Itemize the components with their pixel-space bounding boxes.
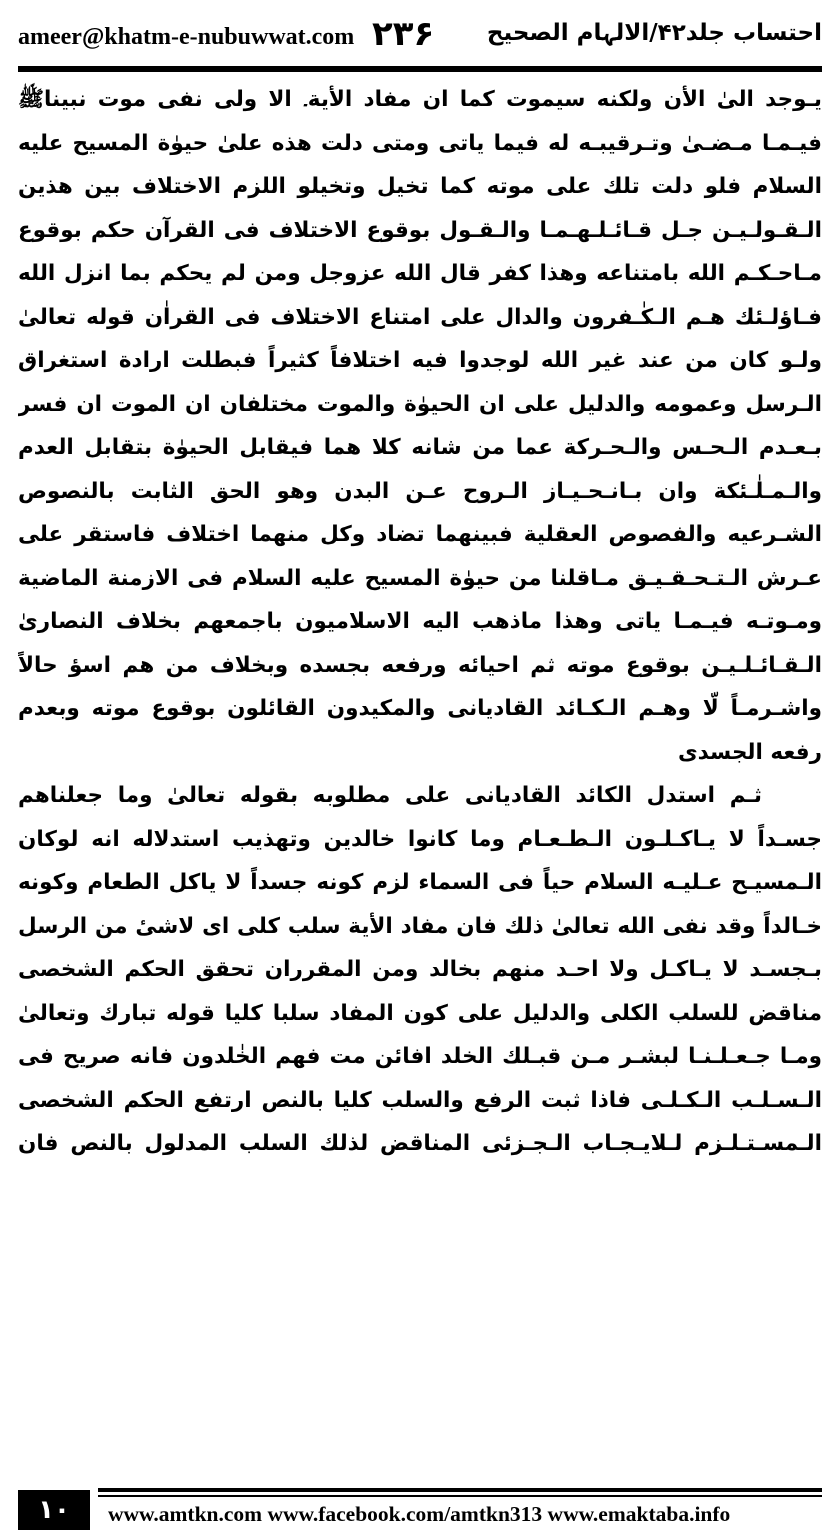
text-line: الـمسـتـلـزم لـلایـجـاب الـجـزئی المناقض لذلك السلب المدلول بالنص فان bbox=[18, 1131, 822, 1156]
text-line: فیـمـا مـضـیٰ وتـرقیبـه له فیما یاتی ومتی دلت هذه علیٰ حیوٰة المسیح علیه bbox=[18, 130, 822, 156]
text-line: بـعـدم الـحـس والـحـرکة عما من شانه کلا هما فیقابل الحیوٰة بتقابل العدم bbox=[18, 435, 822, 460]
text-line: الـسـلـب الـکـلـی فاذا ثبت الرفع والسلب کلیا بالنص ارتفع الحکم الشخصی bbox=[18, 1087, 822, 1113]
header-title: احتساب جلد۴۲/الالہام الصحیح bbox=[486, 20, 822, 46]
header-page-number: ۲۳۶ bbox=[372, 14, 435, 54]
text-line: الـقـولـیـن جـل قـائـلـهـمـا والـقـول بوقوع الاختلاف فی القرآن حکم بوقوع bbox=[18, 217, 822, 243]
page-header bbox=[0, 0, 840, 64]
text-line: ولـو کان من عند غیر الله لوجدوا فیه اختلافاً کثیراً فبطلت ارادة استغراق bbox=[18, 348, 822, 373]
footer-rule-thin bbox=[98, 1495, 822, 1497]
text-line: الـرسل وعمومه والدلیل علی ان الحیوٰة والموت مختلفان ان الموت ان فسر bbox=[18, 391, 822, 417]
text-line: جسـداً لا یـاکـلـون الـطـعـام وما کانوا خالدین وتهذیب استدلاله انه لوکان bbox=[18, 826, 822, 852]
footer-rule bbox=[98, 1488, 822, 1492]
text-line: مناقض للسلب الکلی والدلیل علی کون المفاد سلبا کلیا قوله تبارك وتعالیٰ bbox=[18, 1000, 822, 1026]
text-line: الـمسیـح عـلیـه السلام حیاً فی السماء لزم کونه جسداً لا یاکل الطعام وکونه bbox=[18, 870, 822, 895]
text-line: عـرش الـتـحـقـیـق مـاقلنا من حیوٰة المسیح علیه السلام فی الازمنة الماضیة bbox=[18, 565, 822, 591]
paragraph-start-line: ثـم استدل الکائد القادیانی علی مطلوبه بقوله تعالیٰ وما جعلناهم bbox=[18, 783, 762, 808]
text-line: واشـرمـاً لّا وهـم الـکـائد القادیانی والمکیدون القائلون بوقوع موته وبعدم bbox=[18, 696, 822, 721]
text-line: فـاؤلـئك هـم الـکٰـفرون والدال علی امتناع الاختلاف فی القراٰن قوله تعالیٰ bbox=[18, 304, 822, 330]
text-line: الـقـائـلـیـن بوقوع موته ثم احیائه ورفعه بجسده وبخلاف من هم اسؤ حالاً bbox=[18, 652, 822, 678]
text-line: یـوجد الیٰ الأن ولکنه سیموت کما ان مفاد الأیة۔ الا ولی نفی موت نبیناﷺ bbox=[18, 87, 822, 112]
text-line: بـجسـد لا یـاکـل ولا احـد منهم بخالد ومن المقرران تحقق الحکم الشخصی bbox=[18, 957, 822, 982]
header-rule bbox=[18, 66, 822, 72]
text-line: الشـرعیه والفصوص العقلیة فبینهما تضاد وکل منهما اختلاف فاستقر علی bbox=[18, 522, 822, 547]
body-text bbox=[18, 78, 822, 1468]
text-line: خـالداً وقد نفی الله تعالیٰ ذلك فان مفاد الأیة سلب کلی ای لاشیٔ من الرسل bbox=[18, 913, 822, 939]
page-footer bbox=[18, 1488, 822, 1534]
text-line: السلام فلو دلت تلك علی موته کما تخیل وتخیلو اللزم الاختلاف بین هذین bbox=[18, 174, 822, 199]
text-line: مـاحـکـم الله بامتناعه وهذا کفر قال الله عزوجل ومن لم یحکم بما انزل الله bbox=[18, 261, 822, 286]
text-line: ومـا جـعـلـنـا لبشـر مـن قبـلك الخلد افائن مت فهم الخٰلدون فانه صریح فی bbox=[18, 1044, 822, 1069]
footer-page-index: ۱۰ bbox=[18, 1490, 90, 1530]
paragraph-end-line: رفعه الجسدی bbox=[677, 739, 822, 765]
header-email: ameer@khatm-e-nubuwwat.com bbox=[18, 24, 355, 50]
footer-links: www.amtkn.com www.facebook.com/amtkn313 www.emaktaba.info bbox=[108, 1502, 731, 1526]
text-line: والـمـلٰـئکة وان بـانـحـیـاز الـروح عـن البدن وهو الحق الثابت بالنصوص bbox=[18, 478, 822, 504]
text-line: ومـوتـه فیـمـا یاتی وهذا ماذهب الیه الاسلامیون باجمعهم بخلاف النصاریٰ bbox=[18, 609, 822, 634]
